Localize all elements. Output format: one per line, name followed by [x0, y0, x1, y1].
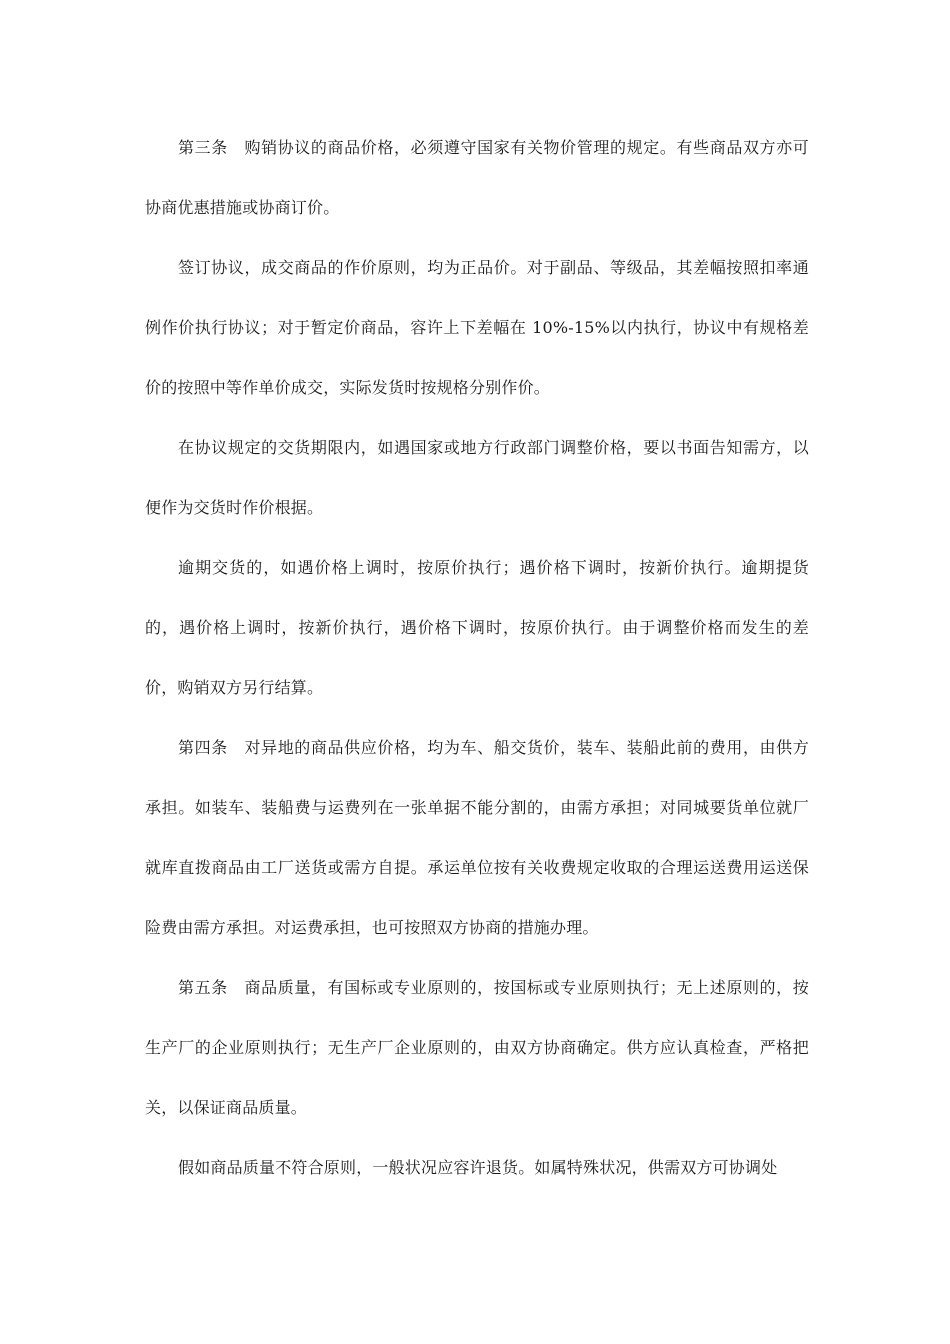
paragraph-overdue-delivery: 逾期交货的，如遇价格上调时，按原价执行；遇价格下调时，按新价执行。逾期提货的，遇价格上调时，按新价执行，遇价格下调时，按原价执行。由于调整价格而发生的差价，购销双方另行结算。: [145, 558, 809, 697]
paragraph-article-3: 第三条 购销协议的商品价格，必须遵守国家有关物价管理的规定。有些商品双方亦可协商优惠措施或协商订价。: [145, 138, 809, 217]
paragraph-article-4: 第四条 对异地的商品供应价格，均为车、船交货价，装车、装船此前的费用，由供方承担。如装车、装船费与运费列在一张单据不能分割的，由需方承担；对同城要货单位就厂就库直拨商品由工厂送货或需方自提。承运单位按有关收费规定收取的合理运送费用运送保险费由需方承担。对运费承担，也可按照双方协商的措施办理。: [145, 738, 809, 937]
document-body: [145, 118, 809, 1198]
paragraph-article-5: 第五条 商品质量，有国标或专业原则的，按国标或专业原则执行；无上述原则的，按生产厂的企业原则执行；无生产厂企业原则的，由双方协商确定。供方应认真检查，严格把关，以保证商品质量。: [145, 978, 809, 1117]
paragraph-price-adjustment: 在协议规定的交货期限内，如遇国家或地方行政部门调整价格，要以书面告知需方，以便作为交货时作价根据。: [145, 438, 809, 517]
paragraph-quality-return: 假如商品质量不符合原则，一般状况应容许退货。如属特殊状况，供需双方可协调处: [178, 1158, 778, 1177]
paragraph-pricing-principle: 签订协议，成交商品的作价原则，均为正品价。对于副品、等级品，其差幅按照扣率通例作价执行协议；对于暂定价商品，容许上下差幅在 10%-15%以内执行，协议中有规格差价的按照中等作单价成交，实际发货时按规格分别作价。: [145, 258, 809, 397]
